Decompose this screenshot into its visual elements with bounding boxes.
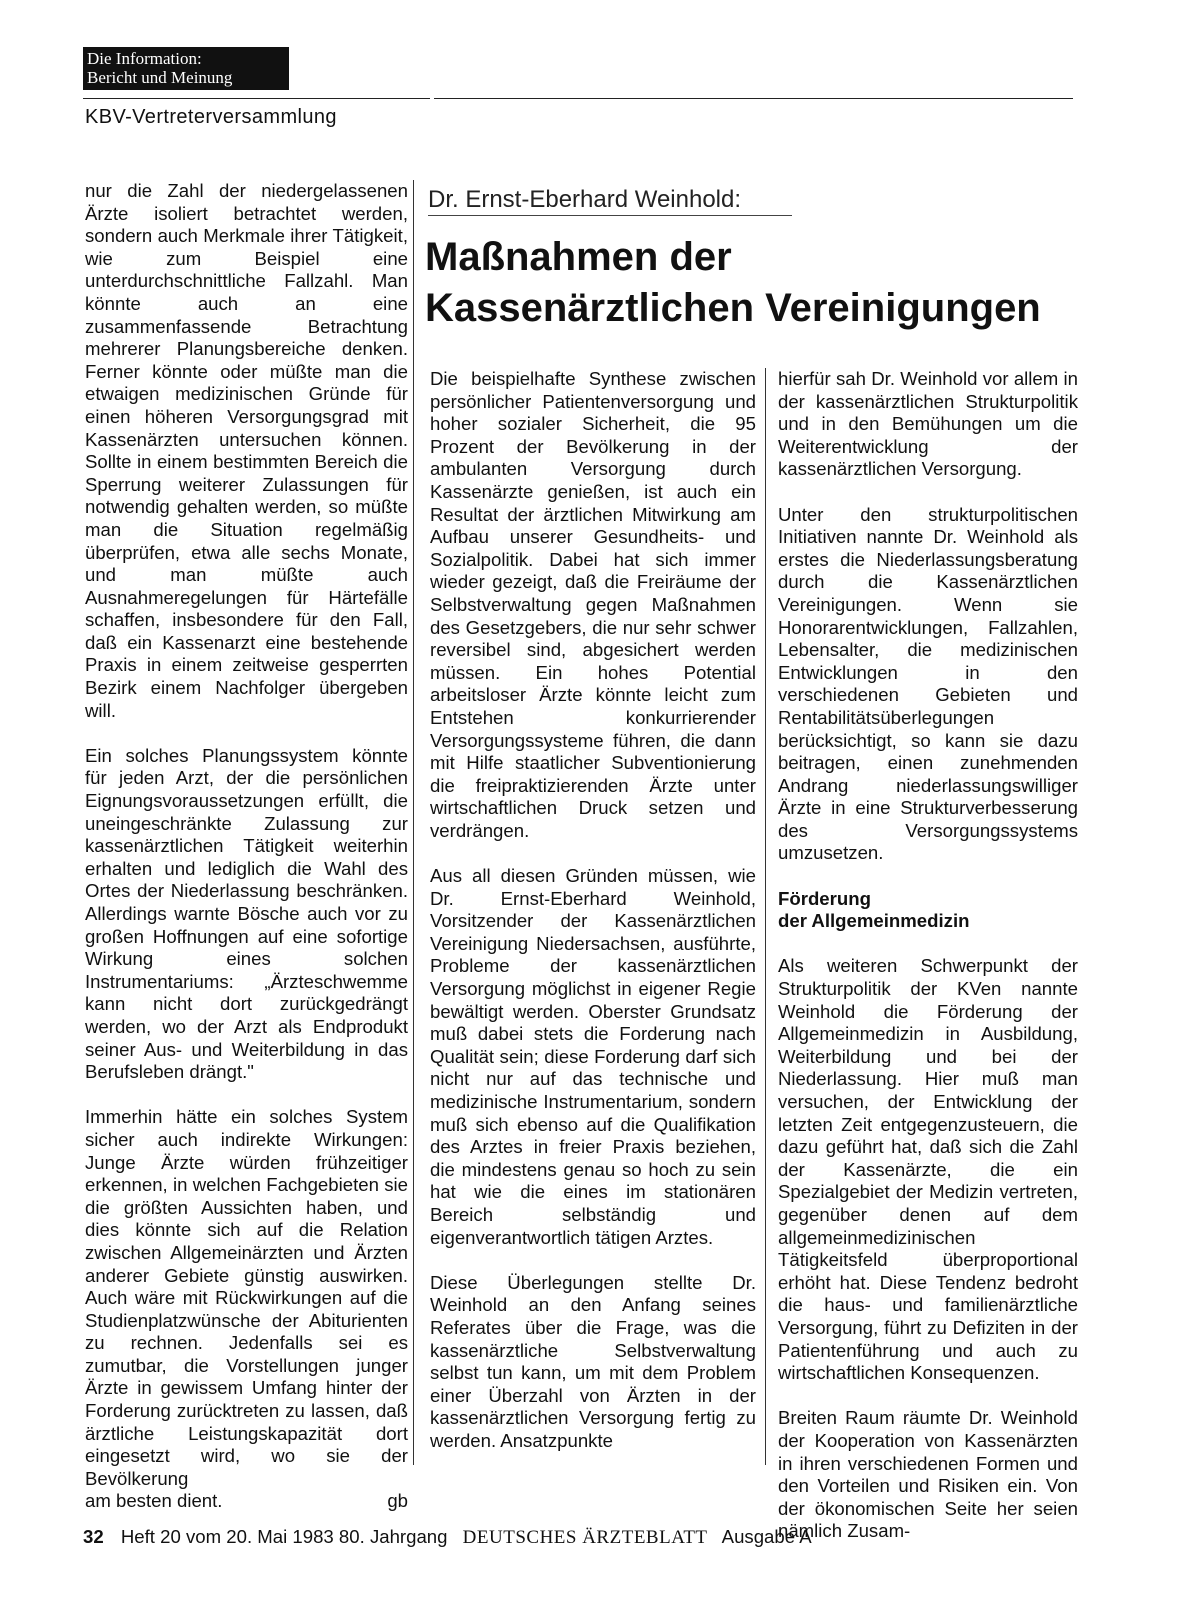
section-label-line2: Bericht und Meinung — [87, 68, 233, 87]
col1-paragraph-2: Ein solches Planungssystem könnte für jeden Arzt, der die persönlichen Eignungsvoraussetzungen erfüllt, die uneingeschränkte Zulassung zur kassenärztlichen Tätigkeit weiterhin erhalten und lediglich die Wahl des Ortes der Niederlassung beschränken. Allerdings warnte Bösche auch vor zu großen Hoffnungen auf eine sofortige Wirkung eines solchen Instrumentariums: „Ärzteschwemme kann nicht dort zurückgedrängt werden, wo der Arzt als Endprodukt seiner Aus- und Weiterbildung in das Berufsleben drängt." — [85, 744, 408, 1083]
col2-paragraph-3: Diese Überlegungen stellte Dr. Weinhold an den Anfang seines Referates über die Frage, was die kassenärztliche Selbstverwaltung selbst tun kann, um mit dem Problem einer Überzahl von Ärzten in der kassenärztlichen Versorgung fertig zu werden. Ansatzpunkte — [430, 1271, 756, 1451]
col1-paragraph-1: nur die Zahl der niedergelassenen Ärzte isoliert betrachtet werden, sondern auch Merkmale ihrer Tätigkeit, wie zum Beispiel eine unterdurchschnittliche Fallzahl. Man könnte auch an eine zusammenfassende Betrachtung mehrerer Planungsbereiche denken. Ferner könnte oder müßte man die etwaigen medizinischen Gründe für einen höheren Versorgungsgrad mit Kassenärzten untersuchen können. Sollte in einem bestimmten Bereich die Sperrung weiterer Zulassungen für notwendig gehalten werden, so müßte man die Situation regelmäßig überprüfen, etwa alle sechs Monate, und man müßte auch Ausnahmeregelungen für Härtefälle schaffen, insbesondere für den Fall, daß ein Kassenarzt eine bestehende Praxis in einem zeitweise gesperrten Bezirk einem Nachfolger übergeben will. — [85, 180, 408, 721]
column-divider-1 — [413, 180, 414, 1465]
column-3 — [778, 368, 1078, 1543]
col1-last-line-text: am besten dient. — [85, 1490, 223, 1512]
col3-subheading — [778, 888, 1078, 933]
article-title — [425, 232, 1085, 334]
issue-info: Heft 20 vom 20. Mai 1983 80. Jahrgang — [120, 1526, 448, 1547]
page-footer — [83, 1526, 812, 1549]
col3-subheading-line2: der Allgemeinmedizin — [778, 910, 970, 932]
article-title-line2: Kassenärztlichen Vereinigungen — [425, 286, 1041, 330]
column-1 — [85, 180, 408, 1513]
top-rule-gap — [430, 96, 434, 101]
author-signoff: gb — [387, 1490, 408, 1512]
col3-subheading-line1: Förderung — [778, 887, 871, 909]
article-author: Dr. Ernst-Eberhard Weinhold: — [428, 186, 742, 213]
col2-paragraph-2: Aus all diesen Gründen müssen, wie Dr. Ernst-Eberhard Weinhold, Vorsitzender der Kassenärztlichen Vereinigung Niedersachsen, ausführte, Probleme der kassenärztlichen Versorgung möglichst in eigener Regie bewältigt werden. Oberster Grundsatz muß dabei stets die Forderung nach Qualität sein; diese Forderung darf sich nicht nur auf das technische und medizinische Instrumentarium, sondern muß sich ebenso auf die Qualifikation des Arztes in freier Praxis beziehen, die mindestens genau so hoch zu sein hat wie die eines im stationären Bereich selbständig und eigenverantwortlich tätigen Arztes. — [430, 865, 756, 1248]
col1-paragraph-3-text: Immerhin hätte ein solches System sicher auch indirekte Wirkungen: Junge Ärzte würden frühzeitiger erkennen, in welchen Fachgebieten sie die größten Aussichten haben, und dies könnte sich auf die Relation zwischen Allgemeinärzten und Ärzten anderer Gebiete günstig auswirken. Auch wäre mit Rückwirkungen auf die Studienplatzwünsche der Abiturienten zu rechnen. Jedenfalls sei es zumutbar, die Vorstellungen junger Ärzte in gewissem Umfang hinter der Forderung zurücktreten zu lassen, daß ärztliche Leistungskapazität dort eingesetzt wird, wo sie der Bevölkerung — [85, 1106, 408, 1489]
magazine-name: DEUTSCHES ÄRZTEBLATT — [462, 1527, 708, 1548]
page-number: 32 — [83, 1526, 104, 1547]
column-divider-2 — [765, 368, 766, 1465]
col3-paragraph-1: hierfür sah Dr. Weinhold vor allem in der kassenärztlichen Strukturpolitik und in den Bemühungen um die Weiterentwicklung der kassenärztlichen Versorgung. — [778, 368, 1078, 480]
col3-paragraph-4: Breiten Raum räumte Dr. Weinhold der Kooperation von Kassenärzten in ihren verschiedenen Formen und den Vorteilen und Risiken ein. Von der ökonomischen Seite her seien nämlich Zusam- — [778, 1407, 1078, 1542]
section-label-line1: Die Information: — [87, 49, 202, 68]
col1-last-line — [85, 1490, 408, 1513]
top-rule — [83, 98, 1073, 99]
col1-paragraph-3 — [85, 1106, 408, 1513]
article-title-line1: Maßnahmen der — [425, 235, 732, 279]
col3-paragraph-2: Unter den strukturpolitischen Initiativen nannte Dr. Weinhold als erstes die Niederlassungsberatung durch die Kassenärztlichen Vereinigungen. Wenn sie Honorarentwicklungen, Fallzahlen, Lebensalter, die medizinischen Entwicklungen in den verschiedenen Gebieten und Rentabilitätsüberlegungen berücksichtigt, so kann sie dazu beitragen, einen zunehmenden Andrang niederlassungswilliger Ärzte in eine Strukturverbesserung des Versorgungssystems umzusetzen. — [778, 503, 1078, 864]
rubric: KBV-Vertreterversammlung — [85, 106, 337, 128]
column-2 — [430, 368, 756, 1453]
col3-paragraph-3: Als weiteren Schwerpunkt der Strukturpolitik der KVen nannte Weinhold die Förderung der Allgemeinmedizin in Ausbildung, Weiterbildung und bei der Niederlassung. Hier muß man versuchen, der Entwicklung der letzten Zeit entgegenzusteuern, die dazu geführt hat, daß sich die Zahl der Kassenärzte, die ein Spezialgebiet der Medizin vertreten, gegenüber denen auf dem allgemeinmedizinischen Tätigkeitsfeld überproportional erhöht hat. Diese Tendenz bedroht die haus- und familienärztliche Versorgung, führt zu Defiziten in der Patientenführung und auch zu wirtschaftlichen Konsequenzen. — [778, 955, 1078, 1384]
section-label — [83, 47, 289, 90]
author-underline — [428, 215, 792, 216]
edition: Ausgabe A — [721, 1526, 812, 1547]
col2-paragraph-1: Die beispielhafte Synthese zwischen persönlicher Patientenversorgung und hoher sozialer Sicherheit, die 95 Prozent der Bevölkerung in der ambulanten Versorgung durch Kassenärzte genießen, ist auch ein Resultat der ärztlichen Mitwirkung am Aufbau unserer Gesundheits- und Sozialpolitik. Dabei hat sich immer wieder gezeigt, daß die Freiräume der Selbstverwaltung gegen Maßnahmen des Gesetzgebers, die nur sehr schwer reversibel sind, abgesichert werden müssen. Ein hohes Potential arbeitsloser Ärzte könnte leicht zum Entstehen konkurrierender Versorgungssysteme führen, die dann mit Hilfe staatlicher Subventionierung die freipraktizierenden Ärzte unter wirtschaftlichen Druck setzen und verdrängen. — [430, 368, 756, 841]
